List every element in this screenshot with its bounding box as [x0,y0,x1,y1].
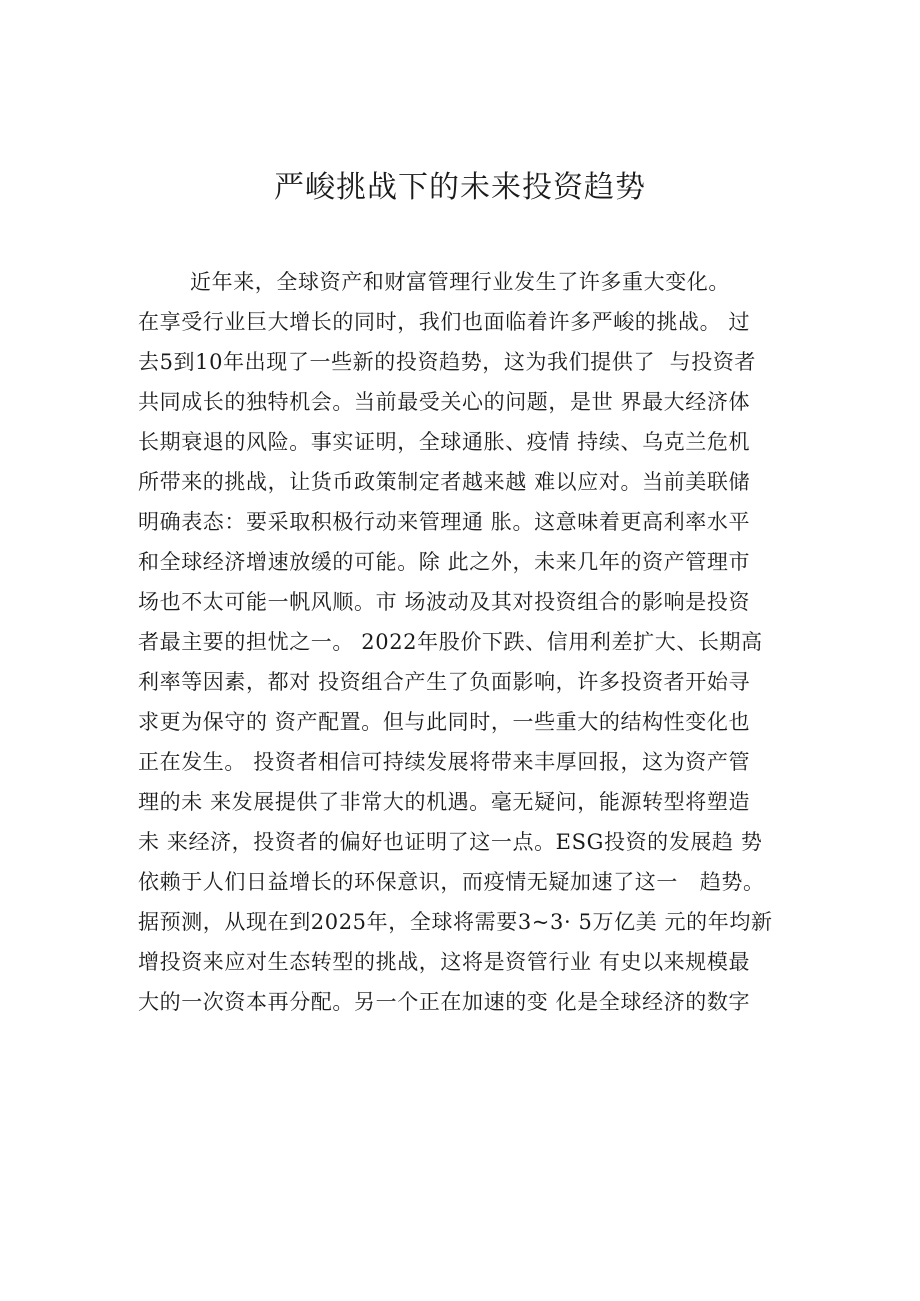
paragraph-line: 大的一次资本再分配。另一个正在加速的变 化是全球经济的数字 [138,990,751,1014]
paragraph-line: 共同成长的独特机会。当前最受关心的问题，是世 界最大经济体 [138,390,751,414]
paragraph-line: 正在发生。 投资者相信可持续发展将带来丰厚回报，这为资产管 [138,750,751,774]
paragraph-line: 场也不太可能一帆风顺。市 场波动及其对投资组合的影响是投资 [138,590,751,614]
paragraph-line: 增投资来应对生态转型的挑战，这将是资管行业 有史以来规模最 [138,950,751,974]
paragraph-line: 者最主要的担忧之一。 2022年股价下跌、信用利差扩大、长期高 [138,630,763,654]
paragraph-line: 长期衰退的风险。事实证明，全球通胀、疫情 持续、乌克兰危机 [138,430,751,454]
paragraph-line: 所带来的挑战，让货币政策制定者越来越 难以应对。当前美联储 [138,470,751,494]
document-title: 严峻挑战下的未来投资趋势 [274,170,646,205]
paragraph-line: 未 来经济，投资者的偏好也证明了这一点。ESG投资的发展趋 势 [138,830,763,854]
paragraph-line: 依赖于人们日益增长的环保意识，而疫情无疑加速了这一 趋势。 [138,870,765,894]
paragraph-line: 求更为保守的 资产配置。但与此同时，一些重大的结构性变化也 [138,710,751,734]
paragraph-line: 理的未 来发展提供了非常大的机遇。毫无疑问，能源转型将塑造 [138,790,751,814]
paragraph-line: 在享受行业巨大增长的同时，我们也面临着许多严峻的挑战。 过 [138,310,751,334]
paragraph-line: 明确表态：要采取积极行动来管理通 胀。这意味着更高利率水平 [138,510,751,534]
paragraph-line: 去5到10年出现了一些新的投资趋势，这为我们提供了 与投资者 [138,350,757,374]
paragraph-line: 近年来，全球资产和财富管理行业发生了许多重大变化。 [190,270,730,294]
paragraph-line: 据预测，从现在到2025年，全球将需要3~3· 5万亿美 元的年均新 [138,910,773,934]
paragraph-line: 利率等因素，都对 投资组合产生了负面影响，许多投资者开始寻 [138,670,751,694]
paragraph-line: 和全球经济增速放缓的可能。除 此之外，未来几年的资产管理市 [138,550,751,574]
